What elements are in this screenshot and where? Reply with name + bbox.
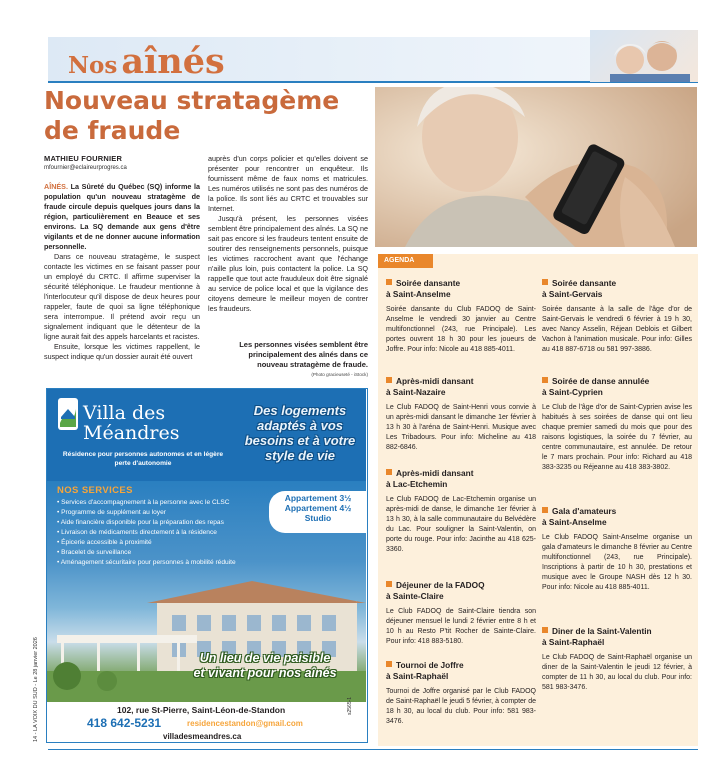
event-title: Tournoi de Joffre <box>396 660 464 670</box>
square-bullet-icon <box>542 627 548 633</box>
article-headline <box>44 86 374 146</box>
event-location: à Saint-Gervais <box>542 288 603 299</box>
event-location: à Saint-Cyprien <box>542 386 603 397</box>
ad-website[interactable]: villadesmeandres.ca <box>163 732 242 741</box>
square-bullet-icon <box>386 661 392 667</box>
ad-contact <box>47 702 366 743</box>
list-item: • Services d'accompagnement à la personne avec le CLSC <box>57 498 272 508</box>
footer-rule <box>48 749 698 750</box>
ad-address: 102, rue St-Pierre, Saint-Léon-de-Standon <box>117 705 286 715</box>
list-item: • Épicerie accessible à proximité <box>57 538 272 548</box>
square-bullet-icon <box>386 377 392 383</box>
photo-credit: (Photo gracieuseté - iStock) <box>311 372 368 377</box>
event-title: Soirée dansante <box>396 278 461 288</box>
article-photo <box>375 87 697 247</box>
agenda-event <box>386 376 536 453</box>
article-paragraph: Jusqu'à présent, les personnes visées semblent être principalement des aînés. La SQ ne sait pas encore si les fraudeurs tentent ensuite de soutirer des renseignements personnels, puisque les victimes raccrochent avant que l'échange n'aille plus loin, puis contactent la police. La SQ rappelle que tout acte frauduleux doit être signalé au service de police local et que la vigilance des citoyens demeure le meilleur moyen de contrer les fraudeurs. <box>208 214 368 313</box>
apartment-type: Studio <box>304 513 332 523</box>
event-location: à Lac-Etchemin <box>386 478 448 489</box>
services-title: NOS SERVICES <box>57 485 133 496</box>
list-item: • Programme de supplément au loyer <box>57 508 272 518</box>
author-name: MATHIEU FOURNIER <box>44 154 123 163</box>
event-description: Le Club FADOQ Saint-Anselme organise un gala d'amateurs le dimanche 8 février au Centre multifonctionnel (243, rue Principale). Inscriptions à partir de 10 h 30, prestations et musique avec le Groupe NASH dès 12 h 30. Pour info: Nicole au 418 885-4011. <box>542 534 692 591</box>
square-bullet-icon <box>542 507 548 513</box>
section-title-main: aînés <box>121 41 225 82</box>
photo-caption: Les personnes visées semblent être principalement des aînés dans ce nouveau stratagème de fraude. <box>239 340 368 369</box>
event-location: à Saint-Nazaire <box>386 386 446 397</box>
agenda-event <box>542 376 692 473</box>
article-lead <box>44 182 200 252</box>
ad-header <box>47 389 366 481</box>
square-bullet-icon <box>386 581 392 587</box>
square-bullet-icon <box>542 377 548 383</box>
section-title <box>68 42 225 88</box>
event-title: Soirée de danse annulée <box>552 376 650 386</box>
agenda-tab: AGENDA <box>378 254 433 268</box>
ad-email[interactable]: residencestandon@gmail.com <box>187 719 303 728</box>
article-paragraph: auprès d'un corps policier et qu'elles doivent se présenter pour rencontrer un enquêteur. Ils fournissent même de faux noms et matricules. Les numéros utilisés ne sont pas des numéros de la police. Ils sont liés au CRTC et trouvables sur Internet. <box>208 154 368 213</box>
event-location: à Saint-Raphaël <box>386 670 449 681</box>
ad-brand-line-1: Villa des <box>83 402 166 424</box>
article-paragraph: Dans ce nouveau stratagème, le suspect contacte les victimes en se faisant passer pour un employé du CRTC. Il affirme superviser la sécurité téléphonique. Le fraudeur mentionne à l'interlocuteur qu'il dispose de deux heures pour rappeler, faute de quoi sa ligne téléphonique sera interrompue. Il prétend avoir reçu un signalement indiquant que le détenteur de la ligne aurait fait des appels harcelants et racistes. <box>44 252 200 341</box>
event-description: Le Club FADOQ de Lac-Etchemin organise un après-midi de danse, le dimanche 1er février à 13 h 30, à la salle communautaire du Belvédère du Lac. Pour souligner la Saint-Valentin, on porte du rouge. Pour info: Jacinthe au 418 625-3360. <box>386 496 536 553</box>
event-description: Tournoi de Joffre organisé par le Club FADOQ de Saint-Raphaël le jeudi 5 février, à compter de 18 h 30, au local du club. Pour info: 581 983-3476. <box>386 688 536 725</box>
page-folio: 14 - LA VOIX DU SUD - Le 28 janvier 2026 <box>33 637 39 742</box>
agenda-event <box>386 580 536 647</box>
agenda-event <box>542 626 692 693</box>
apartment-type: Appartement 3½ <box>284 493 352 503</box>
ad-slogan <box>165 651 365 681</box>
ad-code: s2565-1 <box>347 696 353 715</box>
agenda-event <box>542 278 692 355</box>
residence-building-illustration <box>47 581 366 711</box>
square-bullet-icon <box>542 279 548 285</box>
event-description: Soirée dansante à la salle de l'âge d'or de Saint-Gervais le vendredi 6 février à 19 h 30, avec Nancy Asselin, Réjean Deblois et Gilbert Vachon à l'animation musicale. Pour info: Gilles au 418 887-6718 ou 581 997-3886. <box>542 306 692 353</box>
event-title: Après-midi dansant <box>396 376 474 386</box>
slogan-line-2: et vivant pour nos aînés <box>193 666 337 680</box>
square-bullet-icon <box>386 469 392 475</box>
villa-logo-icon <box>57 397 79 431</box>
event-title: Gala d'amateurs <box>552 506 617 516</box>
villa-advertisement <box>46 388 368 743</box>
agenda-event <box>386 278 536 355</box>
event-location: à Sainte-Claire <box>386 590 444 601</box>
lead-keyword: AÎNÉS. <box>44 182 68 191</box>
ad-subtitle: Résidence pour personnes autonomes et en légère perte d'autonomie <box>62 451 224 467</box>
event-description: Le Club FADOQ de Saint-Claire tiendra son déjeuner mensuel le lundi 2 février entre 8 h et 10 h au Resto P'tit Rocher de Sainte-Claire. Pour info: 418 883-5180. <box>386 608 536 645</box>
ad-headline: Des logements adaptés à vos besoins et à votre style de vie <box>244 403 356 463</box>
ad-brand-line-2: Méandres <box>83 422 180 444</box>
agenda-event <box>386 468 536 555</box>
event-title: Diner de la Saint-Valentin <box>552 626 652 636</box>
event-title: Après-midi dansant <box>396 468 474 478</box>
ad-phone[interactable]: 418 642-5231 <box>87 716 162 730</box>
list-item: • Aménagement sécuritaire pour personnes à mobilité réduite <box>57 558 272 568</box>
headline-line-1: Nouveau stratagème <box>44 86 340 115</box>
headline-line-2: de fraude <box>44 116 181 145</box>
event-location: à Saint-Anselme <box>542 516 607 527</box>
event-description: Le Club FADOQ de Saint-Henri vous convie à un après-midi dansant le dimanche 1er février à 13 h 30 à l'aréna de Saint-Henri. Musique avec Les Tribadours. Pour info: Micheline au 418 882-6846. <box>386 404 536 451</box>
article-column-2 <box>208 154 368 314</box>
event-title: Soirée dansante <box>552 278 617 288</box>
event-description: Le Club de l'âge d'or de Saint-Cyprien avise les habitués à ses soirées de danse qui ont lieu chaque premier samedi du mois que pour des raisons logistiques, la soirée du 7 février, au centre communautaire, est annulée. De retour le 7 mars prochain. Pour info: Richard au 418 383-3235 ou Réjeanne au 418 383-3802. <box>542 404 692 471</box>
apartment-types-badge <box>269 491 367 533</box>
agenda-event <box>542 506 692 593</box>
ad-brand <box>83 403 180 443</box>
event-description: Le Club FADOQ de Saint-Raphaël organise un diner de la Saint-Valentin le jeudi 12 février, à compter de 11 h 30, au local du club. Pour info: 581 983-3476. <box>542 654 692 691</box>
square-bullet-icon <box>386 279 392 285</box>
section-title-prefix: Nos <box>68 52 118 79</box>
seniors-photo <box>590 30 698 82</box>
event-title: Déjeuner de la FADOQ <box>396 580 485 590</box>
article-paragraph: Ensuite, lorsque les victimes rappellent, le suspect indique qu'un dossier aurait été ouvert <box>44 342 200 361</box>
services-list <box>57 498 272 568</box>
slogan-line-1: Un lieu de vie paisible <box>199 651 331 665</box>
lead-text: La Sûreté du Québec (SQ) informe la population qu'un nouveau stratagème de fraude circule depuis quelques jours dans la région, particulièrement en Beauce et ses environs. La SQ demande aux gens d'être vigilants et de ne donner aucune information personnelle. <box>44 182 200 251</box>
list-item: • Aide financière disponible pour la préparation des repas <box>57 518 272 528</box>
list-item: • Livraison de médicaments directement à la résidence <box>57 528 272 538</box>
article-column-1 <box>44 182 200 362</box>
apartment-type: Appartement 4½ <box>284 503 352 513</box>
agenda-panel <box>378 254 698 746</box>
ad-body <box>47 481 366 711</box>
list-item: • Bracelet de surveillance <box>57 548 272 558</box>
event-location: à Saint-Anselme <box>386 288 451 299</box>
author-email: mfournier@eclaireurprogres.ca <box>44 165 127 171</box>
event-description: Soirée dansante du Club FADOQ de Saint-Anselme le vendredi 30 janvier au Centre multifonctionnel (243, rue Principale). Les portes ouvrent 18 h 30 pour les joueurs de Joffre. Pour info: Nicole au 418 885-4011. <box>386 306 536 353</box>
agenda-event <box>386 660 536 727</box>
event-location: à Saint-Raphaël <box>542 636 605 647</box>
